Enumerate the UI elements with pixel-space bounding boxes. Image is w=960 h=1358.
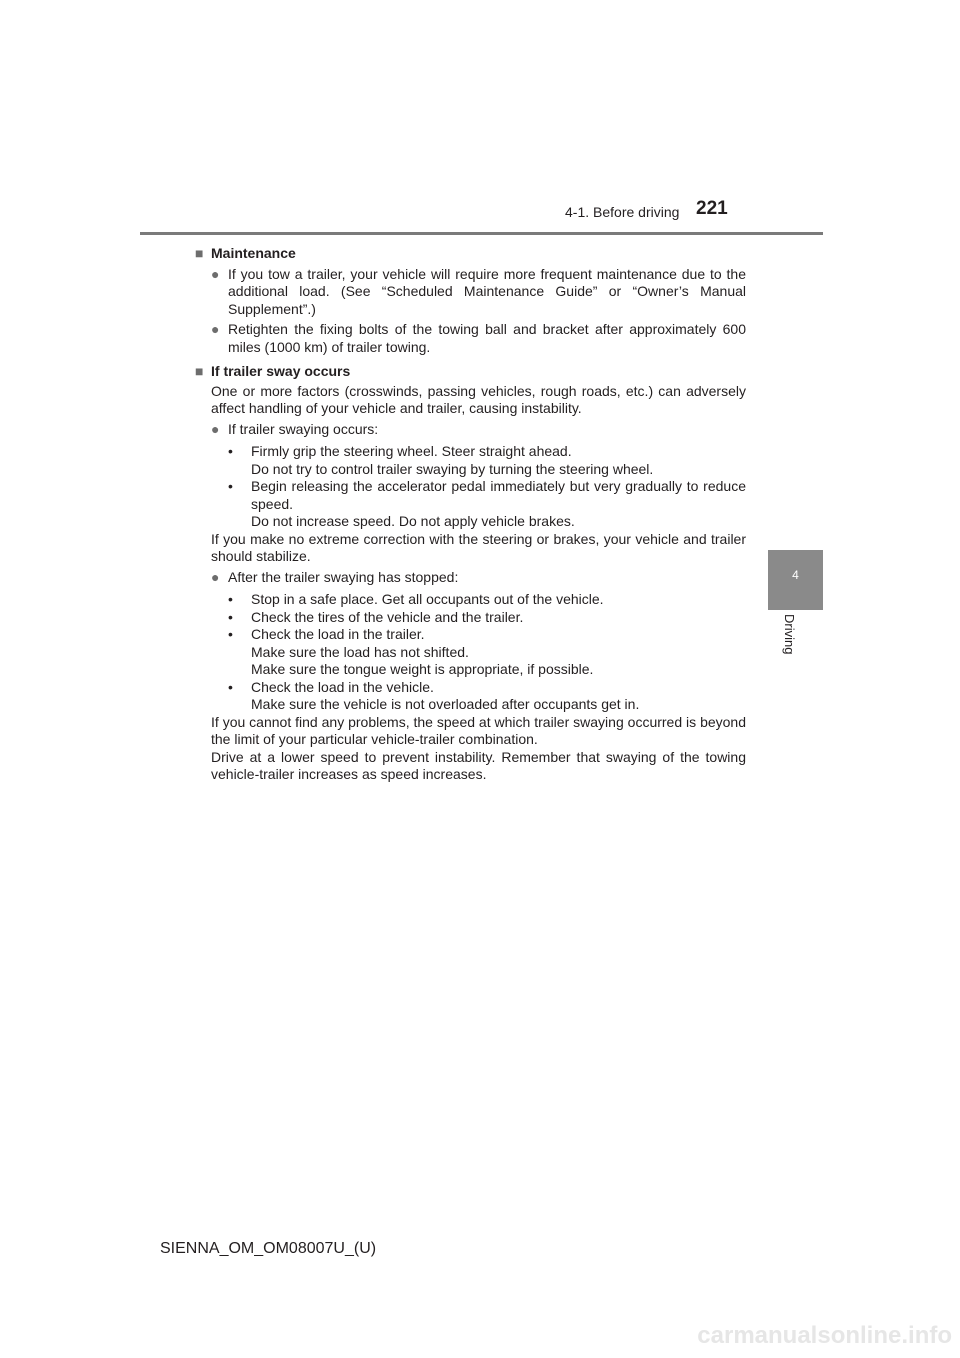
chapter-tab [768,550,823,610]
closing-text: If you cannot find any problems, the speed at which trailer swaying occurred is beyond the limit of your particular vehicle-trailer combination. [211,713,746,747]
step-note: Do not try to control trailer swaying by turning the steering wheel. [251,460,654,477]
square-bullet-icon: ■ [195,363,204,379]
page-content [195,243,746,784]
dot-bullet-icon: • [228,478,233,494]
list-item [211,321,746,356]
step-item [211,679,746,697]
circle-bullet-icon: ● [211,568,220,585]
step-text: Begin releasing the accelerator pedal immediately but very gradually to reduce speed. [251,478,746,512]
dot-bullet-icon: • [228,443,233,459]
step-item [211,626,746,644]
step-item [211,591,746,609]
step-note: Do not increase speed. Do not apply vehicle brakes. [251,513,575,529]
page-number: 221 [696,198,728,219]
dot-bullet-icon: • [228,608,233,625]
step-text: Stop in a safe place. Get all occupants out of the vehicle. [251,591,604,607]
step-note: Make sure the tongue weight is appropriate, if possible. [251,661,594,677]
document-code: SIENNA_OM_OM08007U_(U) [160,1240,377,1257]
step-item [211,609,746,627]
chapter-number: 4 [792,568,799,582]
watermark: carmanualsonline.info [697,1322,952,1349]
step-text: Check the load in the trailer. [251,626,425,642]
step-item [211,478,746,513]
section-title: 4-1. Before driving [565,204,680,220]
circle-bullet-icon: ● [211,265,220,282]
step-text: Firmly grip the steering wheel. Steer straight ahead. [251,443,572,459]
closing-text: Drive at a lower speed to prevent instability. Remember that swaying of the towing vehicle-trailer increases as speed increases. [211,748,746,782]
step-item [211,443,746,461]
list-item [211,421,746,439]
step-text: Check the load in the vehicle. [251,678,434,695]
sway-bullet-text: After the trailer swaying has stopped: [228,568,459,585]
step-text: Check the tires of the vehicle and the trailer. [251,608,524,625]
circle-bullet-icon: ● [211,420,220,437]
stabilize-text: If you make no extreme correction with the steering or brakes, your vehicle and trailer should stabilize. [211,530,746,564]
step-note: Make sure the vehicle is not overloaded after occupants get in. [251,696,640,712]
dot-bullet-icon: • [228,591,233,607]
maintenance-bullet-text: If you tow a trailer, your vehicle will require more frequent maintenance due to the additional load. (See “Scheduled Maintenance Guide” or “Owner’s Manual Supplement”.) [228,265,746,317]
maintenance-heading [195,245,746,263]
step-note: Make sure the load has not shifted. [251,643,469,660]
sway-bullet-text: If trailer swaying occurs: [228,420,379,437]
maintenance-title: Maintenance [211,245,296,261]
header-divider [140,232,823,235]
sway-heading [195,363,746,381]
circle-bullet-icon: ● [211,321,220,337]
list-item [211,569,746,587]
dot-bullet-icon: • [228,678,233,695]
maintenance-bullet-text: Retighten the fixing bolts of the towing ball and bracket after approximately 600 miles (1000 km) of trailer towing. [228,321,746,355]
chapter-label: Driving [782,614,797,655]
sway-title: If trailer sway occurs [211,363,351,379]
dot-bullet-icon: • [228,626,233,642]
square-bullet-icon: ■ [195,245,204,261]
sway-intro: One or more factors (crosswinds, passing vehicles, rough roads, etc.) can adversely affect handling of your vehicle and trailer, causing instability. [211,382,746,416]
list-item [211,266,746,319]
